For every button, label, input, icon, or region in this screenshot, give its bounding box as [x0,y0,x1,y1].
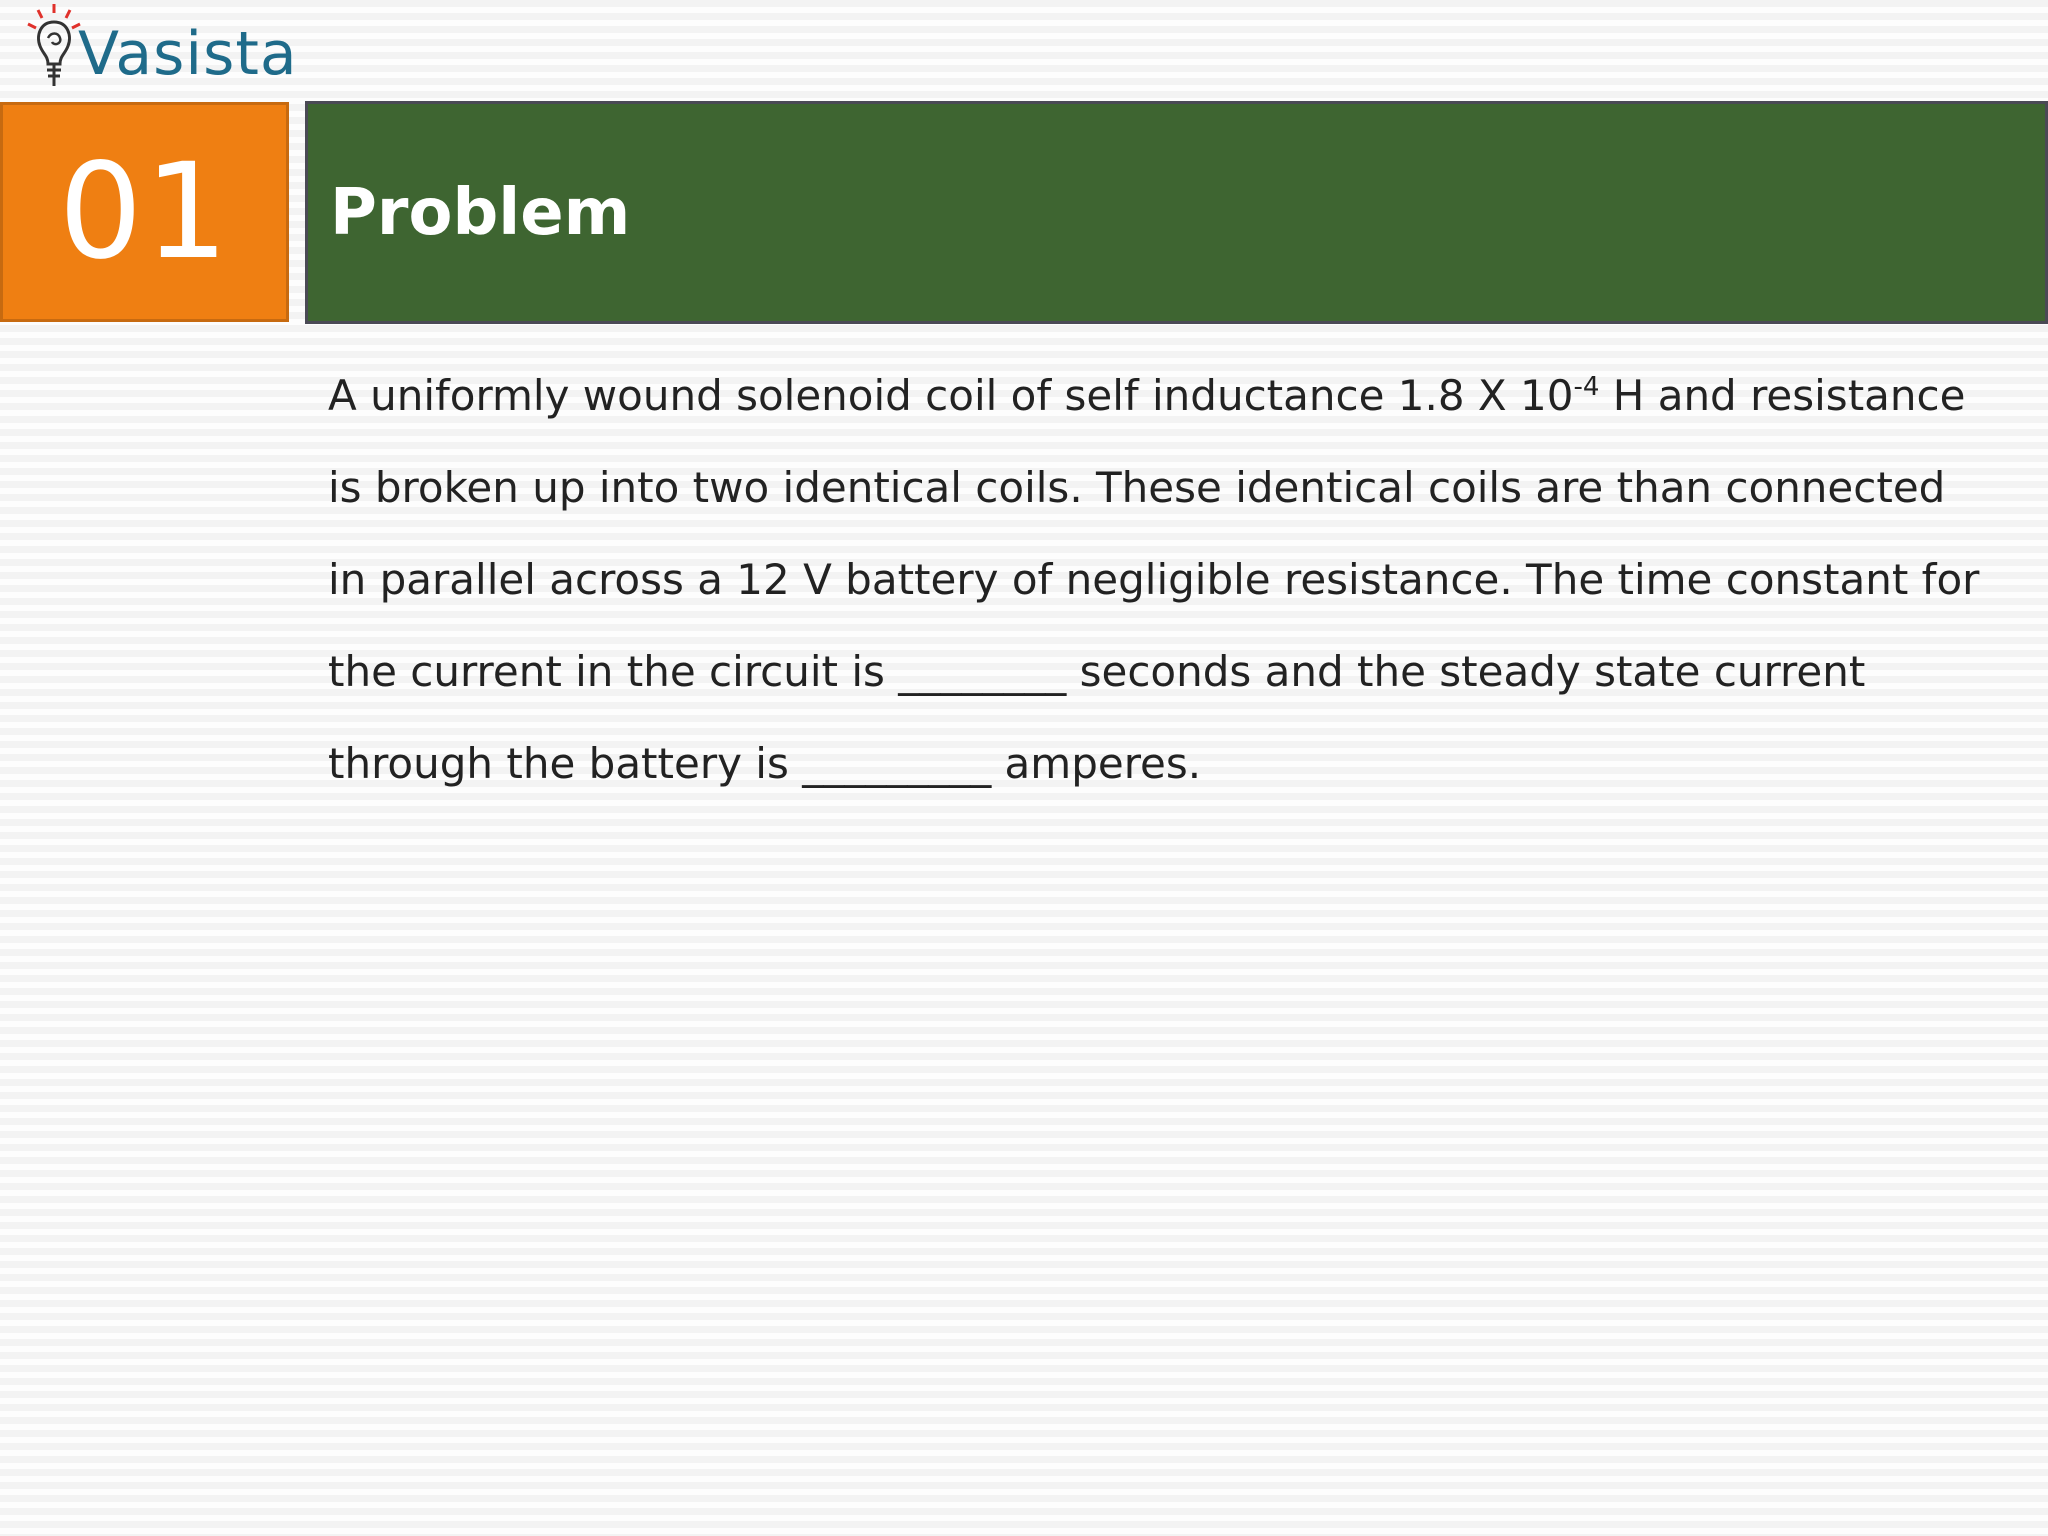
title-bar [305,101,2048,324]
problem-line-1: A uniformly wound solenoid coil of self inductance 1.8 X $10^{-4}$ H and resistance [328,371,1966,420]
exponent: -4 [1573,372,1600,402]
vasista-logo [18,2,298,98]
slide-number: 01 [58,135,231,289]
slide-number-box [0,102,289,322]
problem-line-5: through the battery is _________ amperes. [328,739,1202,788]
problem-line-3: in parallel across a 12 V battery of negligible resistance. The time constant for [328,555,1980,604]
logo-wordmark: Vasista [78,19,298,89]
slide-title: Problem [330,175,631,250]
problem-line-2: is broken up into two identical coils. These identical coils are than connected [328,463,1946,512]
problem-text [328,350,2028,810]
problem-line-4: the current in the circuit is ________ seconds and the steady state current [328,647,1866,696]
